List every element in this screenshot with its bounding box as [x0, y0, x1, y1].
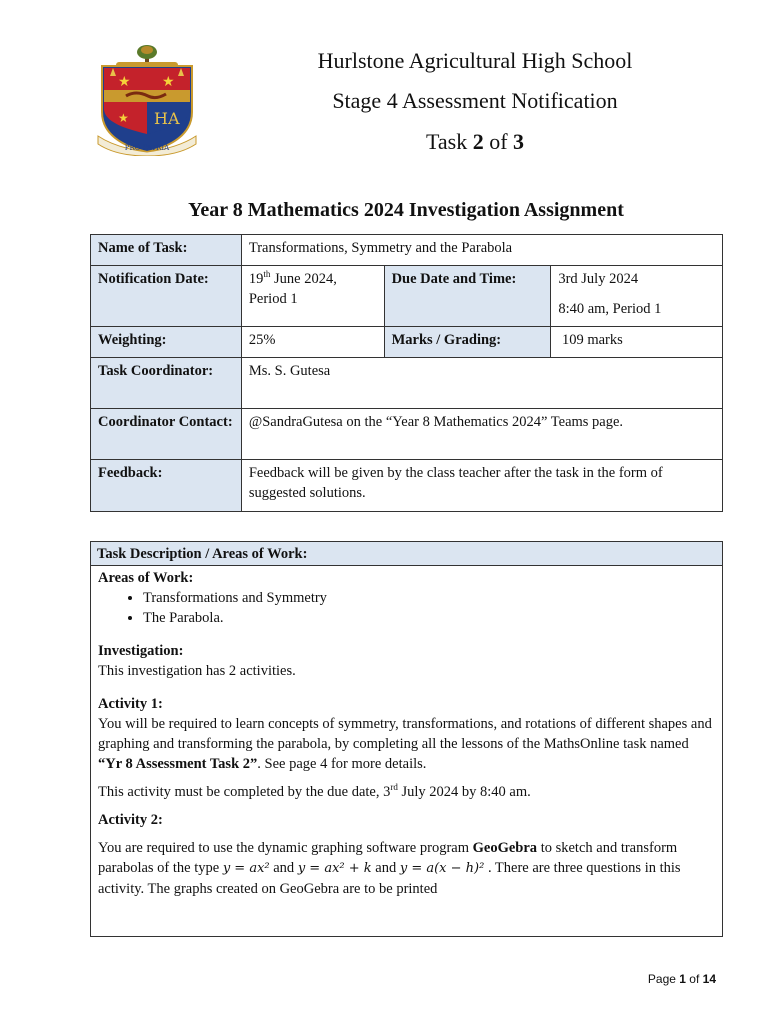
activity-2-text: You are required to use the dynamic graphing software program GeoGebra to sketch and transform parabolas of the type y = ax² and y = ax² + k and y = a(x − h)² . There are three questions in this activity. The graphs created on GeoGebra are to be printed	[98, 840, 681, 897]
formula: y = ax²	[222, 861, 270, 876]
table-row	[91, 327, 723, 358]
activity-1-due: This activity must be completed by the due date, 3rd July 2024 by 8:40 am.	[98, 782, 531, 800]
task-count: Task 2 of 3	[425, 129, 525, 154]
list-item: • The Parabola.	[143, 608, 715, 628]
coordinator-contact-label: Coordinator Contact:	[91, 409, 242, 460]
marks-label: Marks / Grading:	[384, 327, 551, 358]
marks-value: 109 marks	[551, 327, 723, 358]
table-row	[91, 235, 723, 266]
task-info-table	[90, 234, 723, 512]
activity-1-heading: Activity 1:	[98, 696, 163, 712]
activity-1-text: You will be required to learn concepts of symmetry, transformations, and rotations of different shapes and graphing and transforming the parabola, by completing all the lessons of the MathsOnline task named “Yr 8 Assessment Task 2”. See page 4 for more details.	[98, 716, 712, 772]
weighting-value: 25%	[241, 327, 384, 358]
school-name: Hurlstone Agricultural High School	[317, 48, 633, 73]
name-of-task-label: Name of Task:	[91, 235, 242, 266]
svg-text:★: ★	[118, 111, 129, 125]
table-row	[91, 409, 723, 460]
formula: y = a(x − h)²	[399, 861, 485, 876]
table-row	[91, 358, 723, 409]
due-date-label: Due Date and Time:	[384, 266, 551, 327]
feedback-value: Feedback will be given by the class teacher after the task in the form of suggested solutions.	[241, 460, 722, 512]
svg-text:★: ★	[118, 74, 131, 90]
task-description-box	[90, 541, 723, 937]
document-title: Year 8 Mathematics 2024 Investigation Assignment	[188, 199, 624, 221]
notification-date-value: 19th June 2024, Period 1	[241, 266, 384, 327]
formula: y = ax² + k	[297, 861, 372, 876]
weighting-label: Weighting:	[91, 327, 242, 358]
task-coordinator-label: Task Coordinator:	[91, 358, 242, 409]
name-of-task-value: Transformations, Symmetry and the Parabola	[241, 235, 722, 266]
notification-heading: Stage 4 Assessment Notification	[332, 88, 618, 113]
list-item: • Transformations and Symmetry	[143, 588, 715, 608]
school-crest-logo	[96, 44, 198, 156]
table-row	[91, 266, 723, 327]
coordinator-contact-value: @SandraGutesa on the “Year 8 Mathematics 2024” Teams page.	[241, 409, 722, 460]
svg-text:★: ★	[162, 74, 175, 90]
task-description-header: Task Description / Areas of Work:	[91, 542, 722, 566]
activity-2-heading: Activity 2:	[98, 812, 163, 828]
due-date-value: 3rd July 2024 8:40 am, Period 1	[551, 266, 723, 327]
task-coordinator-value: Ms. S. Gutesa	[241, 358, 722, 409]
notification-date-label: Notification Date:	[91, 266, 242, 327]
areas-of-work-heading: Areas of Work:	[98, 570, 194, 586]
table-row	[91, 460, 723, 512]
investigation-text: This investigation has 2 activities.	[98, 663, 296, 679]
page-number: Page 1 of 14	[647, 972, 716, 986]
feedback-label: Feedback:	[91, 460, 242, 512]
svg-text:HA: HA	[154, 109, 180, 128]
areas-of-work-list	[98, 588, 715, 628]
crest-motto: PRO PATRIA	[124, 144, 170, 152]
investigation-heading: Investigation:	[98, 643, 184, 659]
